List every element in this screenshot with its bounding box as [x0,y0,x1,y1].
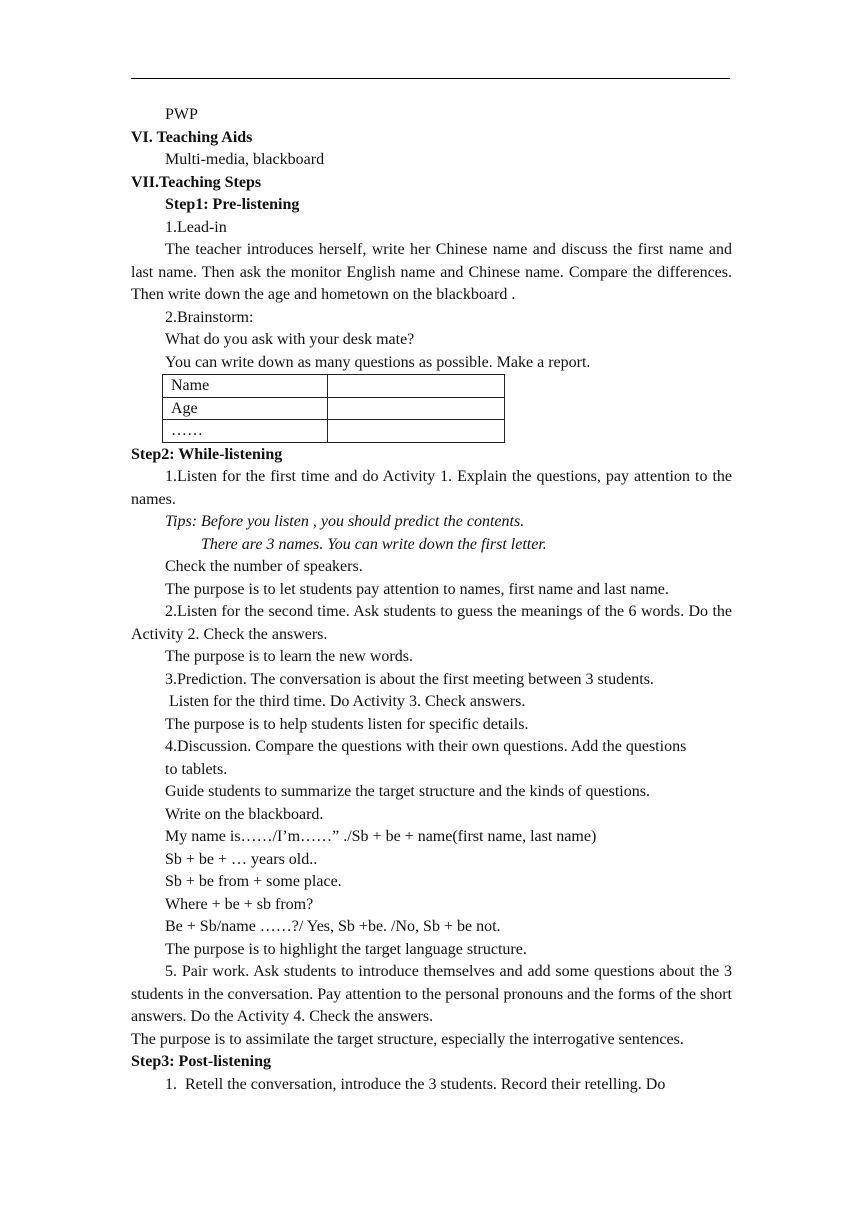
structure-line-5: Be + Sb/name ……?/ Yes, Sb +be. /No, Sb + be not. [165,918,501,935]
check-speakers: Check the number of speakers. [165,558,363,575]
purpose-assimilate: The purpose is to assimilate the target structure, especially the interrogative sentences. [131,1030,684,1048]
purpose-details: The purpose is to help students listen for specific details. [165,715,529,733]
table-row [163,420,505,443]
document-body [131,104,732,1096]
brainstorm-label: 2.Brainstorm: [165,308,254,326]
purpose-names: The purpose is to let students pay attention to names, first name and last name. [165,580,669,598]
structure-line-1: My name is……/I’m……” ./Sb + be + name(first name, last name) [165,828,597,845]
prediction: 3.Prediction. The conversation is about the first meeting between 3 students. [165,670,654,688]
listen3: Listen for the third time. Do Activity 3. Check answers. [165,693,526,710]
header-rule [131,78,730,79]
step3-heading: Step3: Post-listening [131,1053,271,1070]
structure-line-3: Sb + be from + some place. [165,873,342,890]
purpose-words: The purpose is to learn the new words. [165,648,413,665]
table-cell-value [328,397,505,420]
section-heading-teaching-steps: VII.Teaching Steps [131,173,262,191]
discussion-line-1: 4.Discussion. Compare the questions with their own questions. Add the questions [165,738,687,755]
discussion-line-2: to tablets. [165,760,228,778]
brainstorm-question: What do you ask with your desk mate? [165,331,415,348]
table-cell-label: …… [163,420,328,443]
table-row [163,375,505,398]
table-cell-value [328,375,505,398]
method-text: PWP [165,106,198,123]
guide-line: Guide students to summarize the target structure and the kinds of questions. [165,783,650,800]
tips-line-2: There are 3 names. You can write down the first letter. [201,535,547,553]
report-table [162,374,505,443]
step1-heading: Step1: Pre-listening [165,196,300,213]
brainstorm-instruction: You can write down as many questions as possible. Make a report. [165,353,591,371]
section-heading-teaching-aids: VI. Teaching Aids [131,128,253,146]
table-cell-value [328,420,505,443]
retell-line: 1. Retell the conversation, introduce the 3 students. Record their retelling. Do [165,1075,666,1093]
table-cell-label: Age [163,397,328,420]
lead-in-label: 1.Lead-in [165,218,227,236]
purpose-highlight: The purpose is to highlight the target language structure. [165,940,527,958]
listen2-paragraph: 2.Listen for the second time. Ask students to guess the meanings of the 6 words. Do the Activity 2. Check the answers. [131,603,732,643]
pair-work-paragraph: 5. Pair work. Ask students to introduce themselves and add some questions about the 3 students in the conversation. Pay attention to the personal pronouns and the forms of the short answers. Do the Activity 4. Check the answers. [131,963,732,1025]
write-board-line: Write on the blackboard. [165,805,324,823]
structure-line-4: Where + be + sb from? [165,895,314,913]
table-cell-label: Name [163,375,328,398]
step2-heading: Step2: While-listening [131,445,283,463]
tips-line-1: Tips: Before you listen , you should predict the contents. [165,513,525,530]
lead-in-paragraph: The teacher introduces herself, write her Chinese name and discuss the first name and last name. Then ask the monitor English name and Chinese name. Compare the differences. Then write down the age and hometown on the blackboard . [131,241,732,303]
structure-line-2: Sb + be + … years old.. [165,850,318,868]
table-row [163,397,505,420]
teaching-aids-text: Multi-media, blackboard [165,151,325,168]
listen1-paragraph: 1.Listen for the first time and do Activity 1. Explain the questions, pay attention to the names. [131,468,732,508]
